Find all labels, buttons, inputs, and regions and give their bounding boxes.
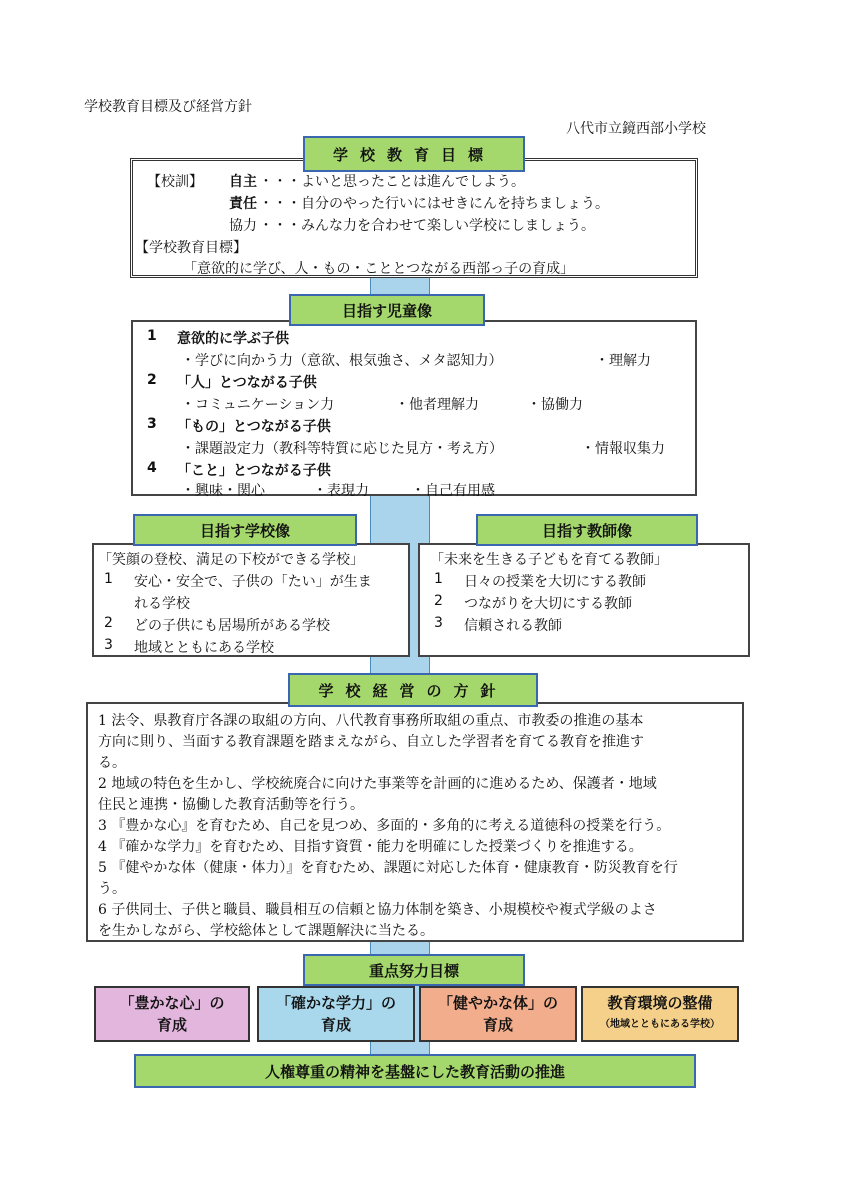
item-number: 4 (147, 460, 157, 476)
management-line: を生かしながら、学校総体として課題解決に当たる。 (98, 923, 434, 939)
focus-goals-label (303, 954, 525, 986)
teacher-slogan: 「未来を生きる子どもを育てる教師」 (430, 552, 668, 568)
ideal-child-label (289, 294, 485, 326)
child-item-title: 「こと」とつながる子供 (177, 463, 331, 479)
label-text: 人権尊重の精神を基盤にした教育活動の推進 (264, 1062, 565, 1081)
motto-text: ・・・よいと思ったことは進んでしよう。 (259, 174, 525, 190)
management-label (288, 673, 538, 707)
child-point: ・表現力 (313, 483, 369, 499)
item-number: 3 (434, 615, 443, 631)
motto-heading: 【校訓】 (147, 174, 203, 190)
motto-word: 協力 (229, 218, 257, 234)
child-point: ・他者理解力 (395, 397, 479, 413)
item-number: 1 (147, 328, 157, 344)
child-item-title: 「もの」とつながる子供 (177, 419, 331, 435)
focus-goal-academic (257, 986, 415, 1042)
school-item: 安心・安全で、子供の「たい」が生ま (134, 574, 372, 590)
management-line: 6 子供同士、子供と職員、職員相互の信頼と協力体制を築き、小規模校や複式学級のよさ (98, 902, 657, 918)
child-point: ・自己有用感 (411, 483, 495, 499)
management-line: 2 地域の特色を生かし、学校統廃合に向けた事業等を計画的に進めるため、保護者・地域 (98, 776, 657, 792)
focus-goal-heart (94, 986, 250, 1042)
ideal-school-box (92, 543, 410, 657)
teacher-item: つながりを大切にする教師 (464, 596, 632, 612)
motto-word: 責任 (229, 196, 257, 212)
child-point: ・情報収集力 (581, 441, 665, 457)
foundation-bar (134, 1054, 696, 1088)
child-point: ・協働力 (527, 397, 583, 413)
management-line: 1 法令、県教育庁各課の取組の方向、八代教育事務所取組の重点、市教委の推進の基本 (98, 713, 644, 729)
goal-line2: 育成 (320, 1016, 351, 1034)
management-line: 住民と連携・協働した教育活動等を行う。 (98, 797, 364, 813)
school-item-cont: れる学校 (134, 596, 190, 612)
goal-line1: 「確かな学力」の (275, 994, 396, 1012)
label-text: 学校経営の方針 (318, 681, 508, 700)
motto-text: ・・・みんな力を合わせて楽しい学校にしましょう。 (259, 218, 595, 234)
school-name: 八代市立鏡西部小学校 (566, 121, 706, 137)
label-text: 目指す教師像 (541, 521, 632, 540)
document-title: 学校教育目標及び経営方針 (84, 99, 252, 115)
management-line: 方向に則り、当面する教育課題を踏まえながら、自立した学習者を育てる教育を推進す (98, 734, 644, 750)
school-item: 地域とともにある学校 (134, 640, 274, 656)
ideal-teacher-label (476, 514, 698, 546)
teacher-item: 信頼される教師 (464, 618, 562, 634)
management-box (86, 702, 744, 942)
goal-line2: （地域とともにある学校） (600, 1019, 720, 1030)
motto-word: 自主 (229, 174, 257, 190)
goal-line1: 「豊かな心」の (119, 994, 225, 1012)
item-number: 3 (104, 637, 113, 653)
goal-heading: 【学校教育目標】 (135, 240, 247, 256)
child-item-title: 「人」とつながる子供 (177, 375, 317, 391)
goal-line1: 教育環境の整備 (607, 994, 713, 1012)
child-point: ・学びに向かう力（意欲、根気強さ、メタ認知力） (181, 353, 503, 369)
school-goal-text: 「意欲的に学び、人・もの・こととつながる西部っ子の育成」 (183, 261, 575, 277)
management-line: る。 (98, 755, 126, 771)
ideal-teacher-box (418, 543, 750, 657)
management-line: 3 『豊かな心』を育むため、自己を見つめ、多面的・多角的に考える道徳科の授業を行う。 (98, 818, 671, 834)
ideal-child-box (131, 320, 697, 499)
goal-line1: 「健やかな体」の (437, 994, 558, 1012)
school-item: どの子供にも居場所がある学校 (134, 618, 330, 634)
child-item-title: 意欲的に学ぶ子供 (177, 331, 289, 347)
focus-goal-health (419, 986, 577, 1042)
item-number: 3 (147, 416, 157, 432)
goal-line2: 育成 (156, 1016, 187, 1034)
child-point: ・課題設定力（教科等特質に応じた見方・考え方） (181, 441, 503, 457)
school-goals-label (303, 136, 525, 172)
child-point: ・理解力 (595, 353, 651, 369)
focus-goal-environment (581, 986, 739, 1042)
label-text: 学校教育目標 (332, 145, 495, 164)
item-number: 2 (434, 593, 443, 609)
goal-line2: 育成 (482, 1016, 513, 1034)
item-number: 2 (104, 615, 113, 631)
label-text: 目指す学校像 (199, 521, 290, 540)
label-text: 目指す児童像 (341, 301, 432, 320)
motto-text: ・・・自分のやった行いにはせきにんを持ちましょう。 (259, 196, 609, 212)
item-number: 1 (104, 571, 113, 587)
management-line: う。 (98, 881, 126, 897)
item-number: 2 (147, 372, 157, 388)
management-line: 4 『確かな学力』を育むため、目指す資質・能力を明確にした授業づくりを推進する。 (98, 839, 643, 855)
teacher-item: 日々の授業を大切にする教師 (464, 574, 646, 590)
child-point: ・コミュニケーション力 (181, 397, 335, 413)
ideal-school-label (133, 514, 357, 546)
label-text: 重点努力目標 (368, 961, 459, 980)
management-line: 5 『健やかな体（健康・体力）』を育むため、課題に対応した体育・健康教育・防災教育を行 (98, 860, 678, 876)
item-number: 1 (434, 571, 443, 587)
school-goals-box (130, 158, 698, 278)
child-point: ・興味・関心 (181, 483, 265, 499)
school-slogan: 「笑顔の登校、満足の下校ができる学校」 (98, 552, 364, 568)
